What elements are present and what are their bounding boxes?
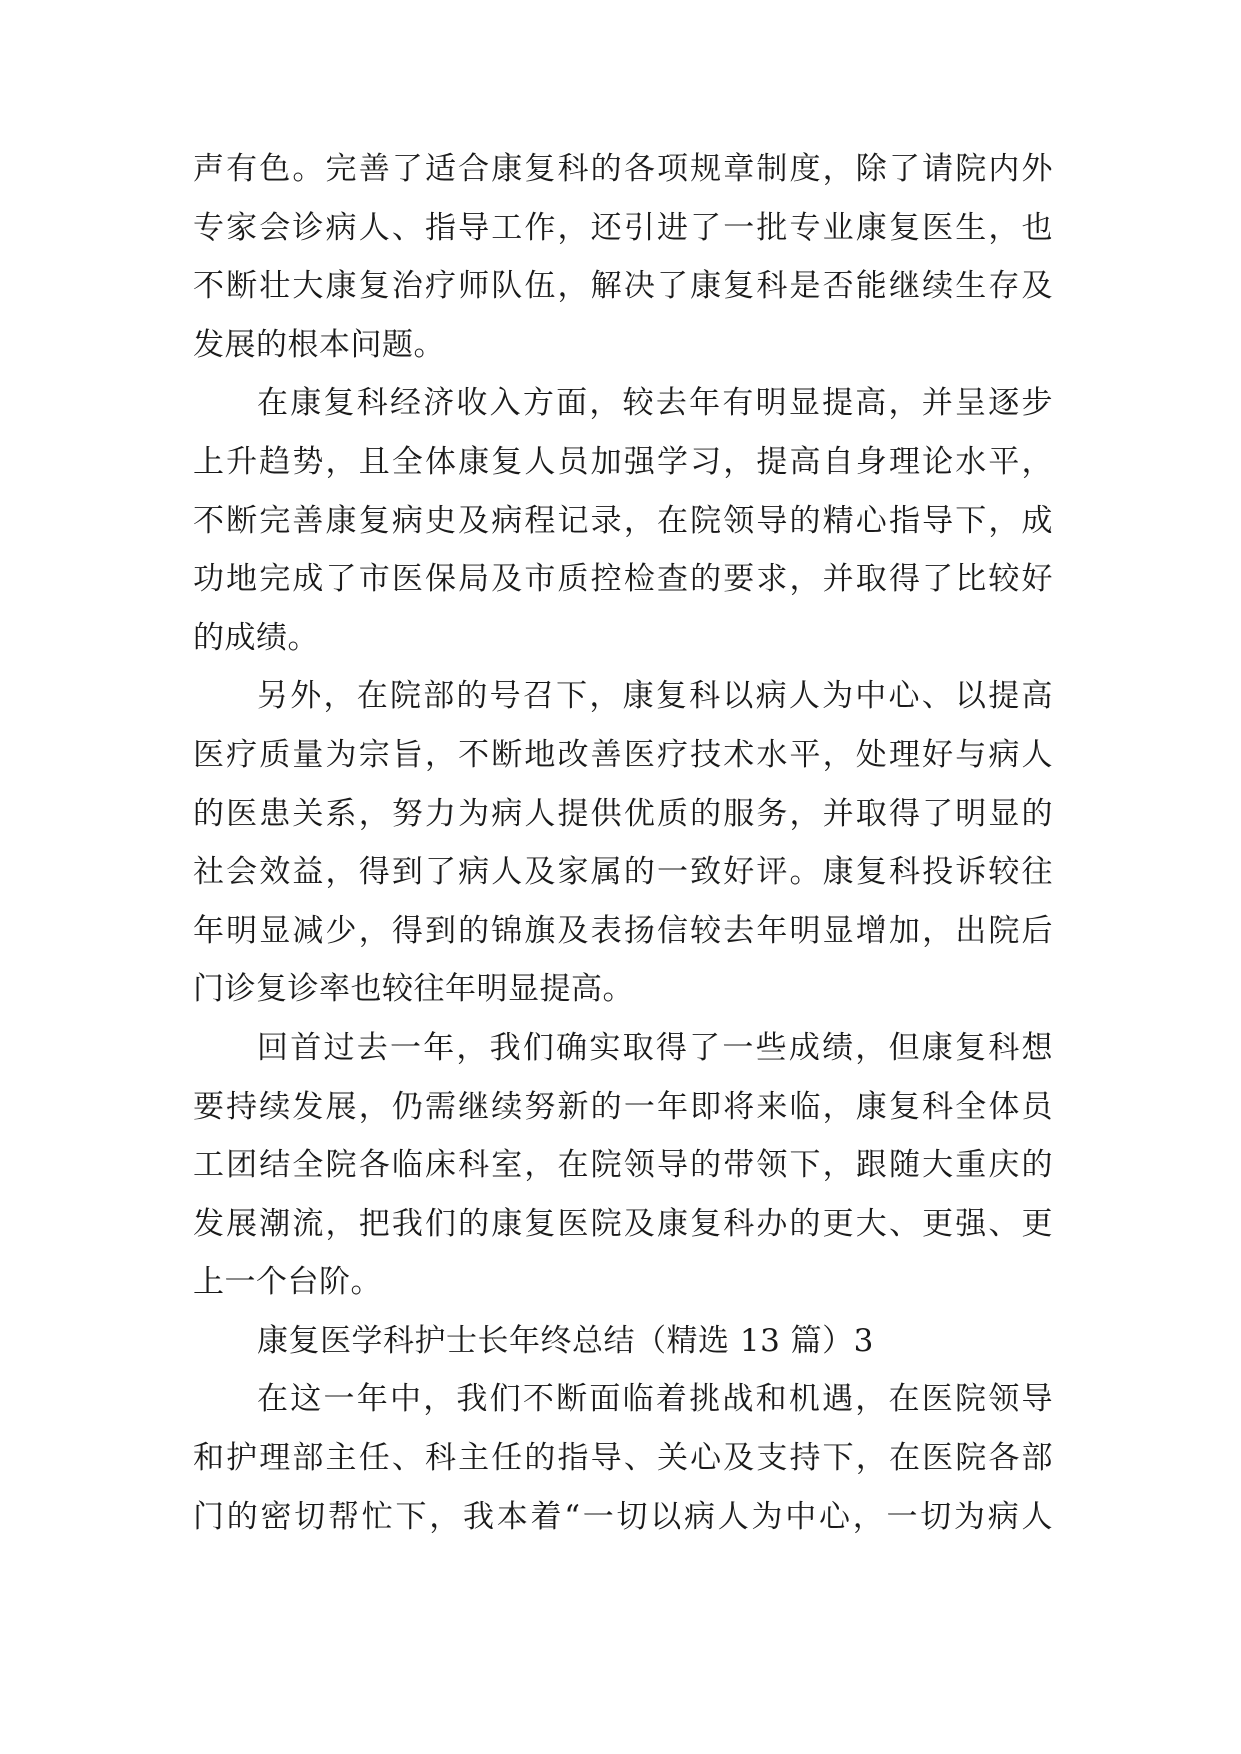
- text-line: 医疗质量为宗旨，不断地改善医疗技术水平，处理好与病人: [193, 736, 1053, 773]
- text-line: 发展的根本问题。: [193, 326, 445, 363]
- text-line: 专家会诊病人、指导工作，还引进了一批专业康复医生，也: [193, 209, 1053, 246]
- text-line: 门的密切帮忙下，我本着“一切以病人为中心，一切为病人: [193, 1498, 1053, 1535]
- text-line: 门诊复诊率也较往年明显提高。: [193, 971, 634, 1008]
- text-line: 的医患关系，努力为病人提供优质的服务，并取得了明显的: [193, 795, 1053, 832]
- text-line: 另外，在院部的号召下，康复科以病人为中心、以提高: [257, 678, 1053, 715]
- text-line: 上升趋势，且全体康复人员加强学习，提高自身理论水平，: [193, 443, 1053, 480]
- text-line: 发展潮流，把我们的康复医院及康复科办的更大、更强、更: [193, 1205, 1053, 1242]
- text-line: 要持续发展，仍需继续努新的一年即将来临，康复科全体员: [193, 1088, 1053, 1125]
- text-line: 功地完成了市医保局及市质控检查的要求，并取得了比较好: [193, 561, 1053, 598]
- text-line: 不断壮大康复治疗师队伍，解决了康复科是否能继续生存及: [193, 268, 1053, 305]
- text-line: 年明显减少，得到的锦旗及表扬信较去年明显增加，出院后: [193, 912, 1053, 949]
- text-line: 在这一年中，我们不断面临着挑战和机遇，在医院领导: [257, 1381, 1053, 1418]
- text-line: 回首过去一年，我们确实取得了一些成绩，但康复科想: [257, 1029, 1053, 1066]
- text-line: 和护理部主任、科主任的指导、关心及支持下，在医院各部: [193, 1440, 1053, 1477]
- text-line: 工团结全院各临床科室，在院领导的带领下，跟随大重庆的: [193, 1147, 1053, 1184]
- section-heading: 康复医学科护士长年终总结（精选 13 篇）3: [257, 1322, 874, 1359]
- text-line: 上一个台阶。: [193, 1264, 382, 1301]
- text-line: 声有色。完善了适合康复科的各项规章制度，除了请院内外: [193, 151, 1053, 187]
- text-line: 的成绩。: [193, 619, 319, 656]
- text-line: 在康复科经济收入方面，较去年有明显提高，并呈逐步: [257, 385, 1053, 422]
- text-line: 不断完善康复病史及病程记录，在院领导的精心指导下，成: [193, 502, 1053, 539]
- document-body: [193, 140, 1053, 1546]
- text-line: 社会效益，得到了病人及家属的一致好评。康复科投诉较往: [193, 854, 1053, 891]
